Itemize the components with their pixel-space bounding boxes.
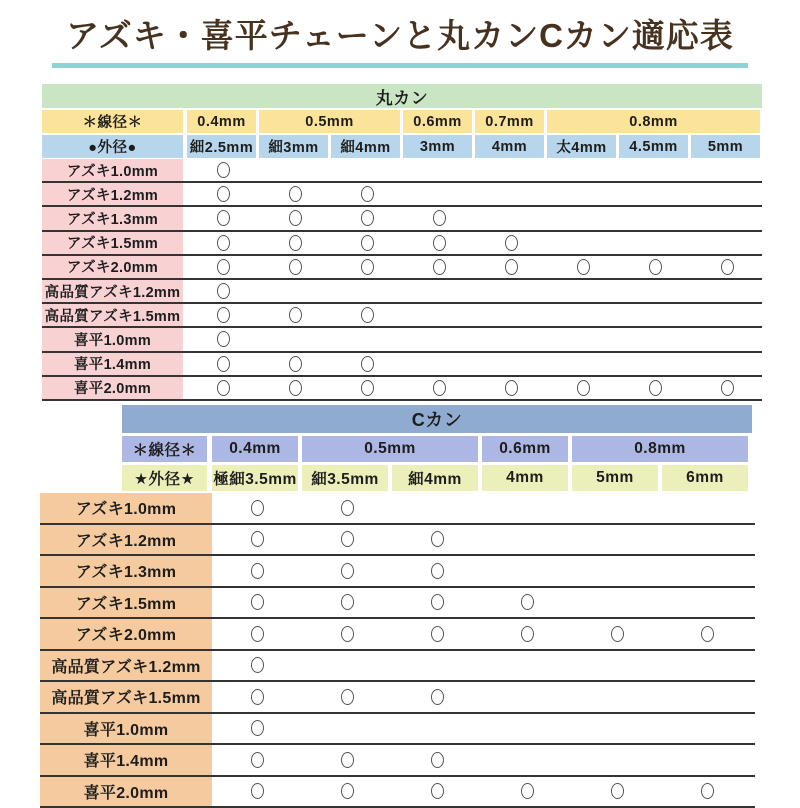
row-label: 喜平1.0mm [40,714,212,744]
wire-diameter-header-cell: 0.4mm [212,436,298,462]
row-label: 高品質アズキ1.5mm [42,304,183,326]
compat-mark-icon [289,235,302,251]
compat-mark-icon [217,162,230,178]
outer-diameter-header-cell: 細4mm [392,465,478,491]
compat-mark-icon [361,259,374,275]
outer-diameter-header-cell: 細4mm [331,135,400,158]
compat-mark-icon [251,783,264,799]
outer-diameter-header-cell: 6mm [662,465,748,491]
wire-diameter-header-cell: 0.5mm [302,436,478,462]
wire-diameter-header-cell: 0.6mm [482,436,568,462]
table-row [42,256,762,280]
wire-diameter-row-label: ＊線径＊ [122,436,207,462]
outer-diameter-header-cell: 4.5mm [619,135,688,158]
row-label: アズキ1.0mm [40,493,212,523]
compat-mark-icon [289,380,302,396]
wire-diameter-header-cell: 0.8mm [572,436,748,462]
compat-mark-icon [217,331,230,347]
compat-mark-icon [251,531,264,547]
outer-diameter-header-cell: 5mm [691,135,760,158]
compat-mark-icon [341,689,354,705]
outer-diameter-header-cell: 細3mm [259,135,328,158]
row-label: アズキ2.0mm [40,619,212,649]
compat-mark-icon [433,235,446,251]
compat-mark-icon [251,594,264,610]
table-row [42,159,762,183]
compat-mark-icon [217,307,230,323]
row-label: アズキ1.2mm [40,525,212,555]
table-row [42,183,762,207]
outer-diameter-row-label: ●外径● [42,135,183,158]
compat-mark-icon [431,594,444,610]
compat-mark-icon [433,259,446,275]
compat-mark-icon [721,259,734,275]
outer-diameter-header-cell: 細2.5mm [187,135,256,158]
compat-mark-icon [251,720,264,736]
compat-mark-icon [361,380,374,396]
outer-diameter-header-cell: 細3.5mm [302,465,388,491]
table-row [40,556,755,588]
compat-mark-icon [361,307,374,323]
compat-mark-icon [505,380,518,396]
compat-mark-icon [217,380,230,396]
row-label: 喜平2.0mm [40,777,212,807]
table-row [40,777,755,808]
outer-diameter-row-label: ★外径★ [122,465,207,491]
compat-mark-icon [251,752,264,768]
wire-diameter-header-cell: 0.8mm [547,110,760,133]
marukan-table [42,84,762,401]
compat-mark-icon [611,783,624,799]
table-row [40,525,755,557]
outer-diameter-header-cell: 4mm [482,465,568,491]
outer-diameter-header-cell: 極細3.5mm [212,465,298,491]
table-row [42,304,762,328]
compat-mark-icon [577,380,590,396]
table-row [42,377,762,401]
compat-mark-icon [341,752,354,768]
row-label: 喜平1.4mm [42,353,183,375]
compat-mark-icon [341,594,354,610]
compat-mark-icon [431,783,444,799]
compat-mark-icon [431,752,444,768]
row-label: アズキ2.0mm [42,256,183,278]
compat-mark-icon [341,783,354,799]
compat-mark-icon [505,259,518,275]
compat-mark-icon [521,626,534,642]
compat-mark-icon [577,259,590,275]
outer-diameter-header-cell: 4mm [475,135,544,158]
compat-mark-icon [289,307,302,323]
compat-mark-icon [251,657,264,673]
row-label: アズキ1.5mm [40,588,212,618]
compat-mark-icon [251,689,264,705]
compat-mark-icon [521,594,534,610]
row-label: 喜平1.0mm [42,328,183,350]
row-label: 高品質アズキ1.2mm [40,651,212,681]
compat-mark-icon [431,626,444,642]
row-label: 高品質アズキ1.5mm [40,682,212,712]
compat-mark-icon [251,563,264,579]
row-label: アズキ1.0mm [42,159,183,181]
table-row [42,328,762,352]
compat-mark-icon [431,689,444,705]
compat-mark-icon [433,380,446,396]
table-row [40,588,755,620]
compat-mark-icon [361,235,374,251]
wire-diameter-header-cell: 0.5mm [259,110,400,133]
wire-diameter-header-cell: 0.6mm [403,110,472,133]
compat-mark-icon [649,259,662,275]
table-row [40,745,755,777]
compat-mark-icon [289,259,302,275]
compat-mark-icon [341,500,354,516]
wire-diameter-row-label: ＊線径＊ [42,110,183,133]
compat-mark-icon [521,783,534,799]
compat-mark-icon [701,783,714,799]
row-label: アズキ1.2mm [42,183,183,205]
table-title: Cカン [122,405,752,433]
outer-diameter-header-cell: 3mm [403,135,472,158]
row-label: アズキ1.3mm [42,207,183,229]
table-row [42,353,762,377]
row-label: 喜平2.0mm [42,377,183,399]
table-row [40,651,755,683]
compat-mark-icon [505,235,518,251]
compat-mark-icon [217,210,230,226]
table-row [40,682,755,714]
compat-mark-icon [701,626,714,642]
compat-mark-icon [649,380,662,396]
compat-mark-icon [289,210,302,226]
table-row [42,280,762,304]
compat-mark-icon [217,356,230,372]
compat-mark-icon [431,563,444,579]
table-row [40,493,755,525]
compat-mark-icon [217,283,230,299]
wire-diameter-header-cell: 0.4mm [187,110,256,133]
ckan-table [40,405,755,808]
outer-diameter-header-cell: 太4mm [547,135,616,158]
table-row [40,714,755,746]
outer-diameter-header-cell: 5mm [572,465,658,491]
compat-mark-icon [251,626,264,642]
compat-mark-icon [431,531,444,547]
table-row [42,207,762,231]
table-title: 丸カン [42,84,762,108]
compat-mark-icon [217,235,230,251]
compat-mark-icon [721,380,734,396]
row-label: アズキ1.5mm [42,232,183,254]
row-label: 喜平1.4mm [40,745,212,775]
table-row [42,232,762,256]
table-row [40,619,755,651]
compat-mark-icon [611,626,624,642]
row-label: アズキ1.3mm [40,556,212,586]
compat-mark-icon [341,626,354,642]
compat-mark-icon [361,356,374,372]
compat-mark-icon [217,186,230,202]
compat-mark-icon [433,210,446,226]
compat-mark-icon [361,186,374,202]
compat-mark-icon [289,356,302,372]
wire-diameter-header-cell: 0.7mm [475,110,544,133]
page-title-block [0,10,800,68]
page-title: アズキ・喜平チェーンと丸カンCカン適応表 [52,10,748,68]
compat-mark-icon [251,500,264,516]
row-label: 高品質アズキ1.2mm [42,280,183,302]
compat-mark-icon [341,531,354,547]
compat-mark-icon [341,563,354,579]
compat-mark-icon [217,259,230,275]
compat-mark-icon [289,186,302,202]
compat-mark-icon [361,210,374,226]
